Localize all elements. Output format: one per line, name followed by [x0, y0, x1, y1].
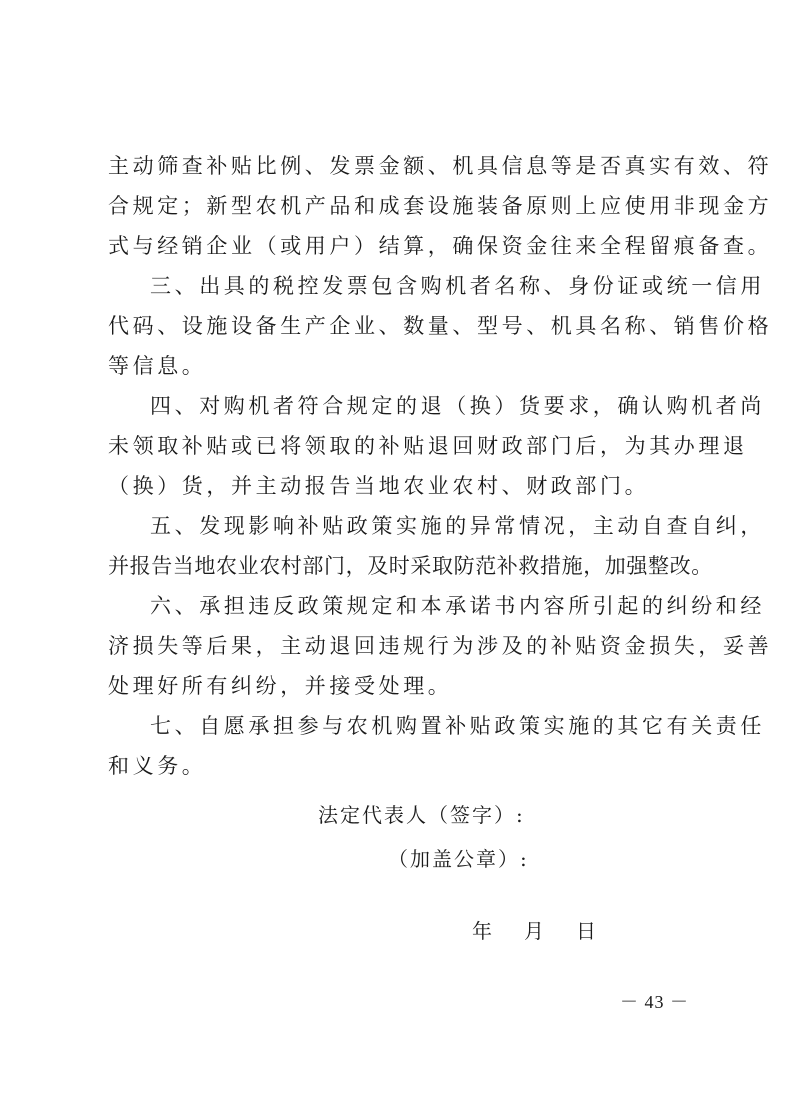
paragraph-line: 代码、设施设备生产企业、数量、型号、机具名称、销售价格	[108, 314, 773, 338]
paragraph-line: 合规定；新型农机产品和成套设施装备原则上应使用非现金方	[108, 194, 773, 218]
paragraph-line: 并报告当地农业农村部门，及时采取防范补救措施，加强整改。	[108, 554, 713, 578]
paragraph-line: 三、出具的税控发票包含购机者名称、身份证或统一信用	[150, 274, 765, 298]
paragraph-line: 四、对购机者符合规定的退（换）货要求，确认购机者尚	[150, 394, 765, 418]
paragraph-line: 六、承担违反政策规定和本承诺书内容所引起的纠纷和经	[150, 594, 765, 618]
page-number: － 43 －	[620, 992, 689, 1012]
official-seal-label: （加盖公章）:	[388, 847, 529, 871]
paragraph-line: 五、发现影响补贴政策实施的异常情况，主动自查自纠，	[150, 514, 765, 538]
paragraph-line: （换）货，并主动报告当地农业农村、财政部门。	[108, 474, 650, 498]
paragraph-line: 和义务。	[108, 754, 207, 778]
paragraph-line: 未领取补贴或已将领取的补贴退回财政部门后，为其办理退	[108, 434, 748, 458]
date-year-label: 年	[472, 919, 492, 943]
paragraph-line: 主动筛查补贴比例、发票金额、机具信息等是否真实有效、符	[108, 154, 773, 178]
paragraph-line: 济损失等后果，主动退回违规行为涉及的补贴资金损失，妥善	[108, 634, 773, 658]
paragraph-line: 七、自愿承担参与农机购置补贴政策实施的其它有关责任	[150, 714, 765, 738]
paragraph-line: 处理好所有纠纷，并接受处理。	[108, 674, 453, 698]
date-day-label: 日	[576, 919, 596, 943]
paragraph-line: 等信息。	[108, 354, 207, 378]
date-month-label: 月	[524, 919, 544, 943]
paragraph-line: 式与经销企业（或用户）结算，确保资金往来全程留痕备查。	[108, 234, 773, 258]
legal-representative-signature-label: 法定代表人（签字）:	[318, 803, 525, 827]
